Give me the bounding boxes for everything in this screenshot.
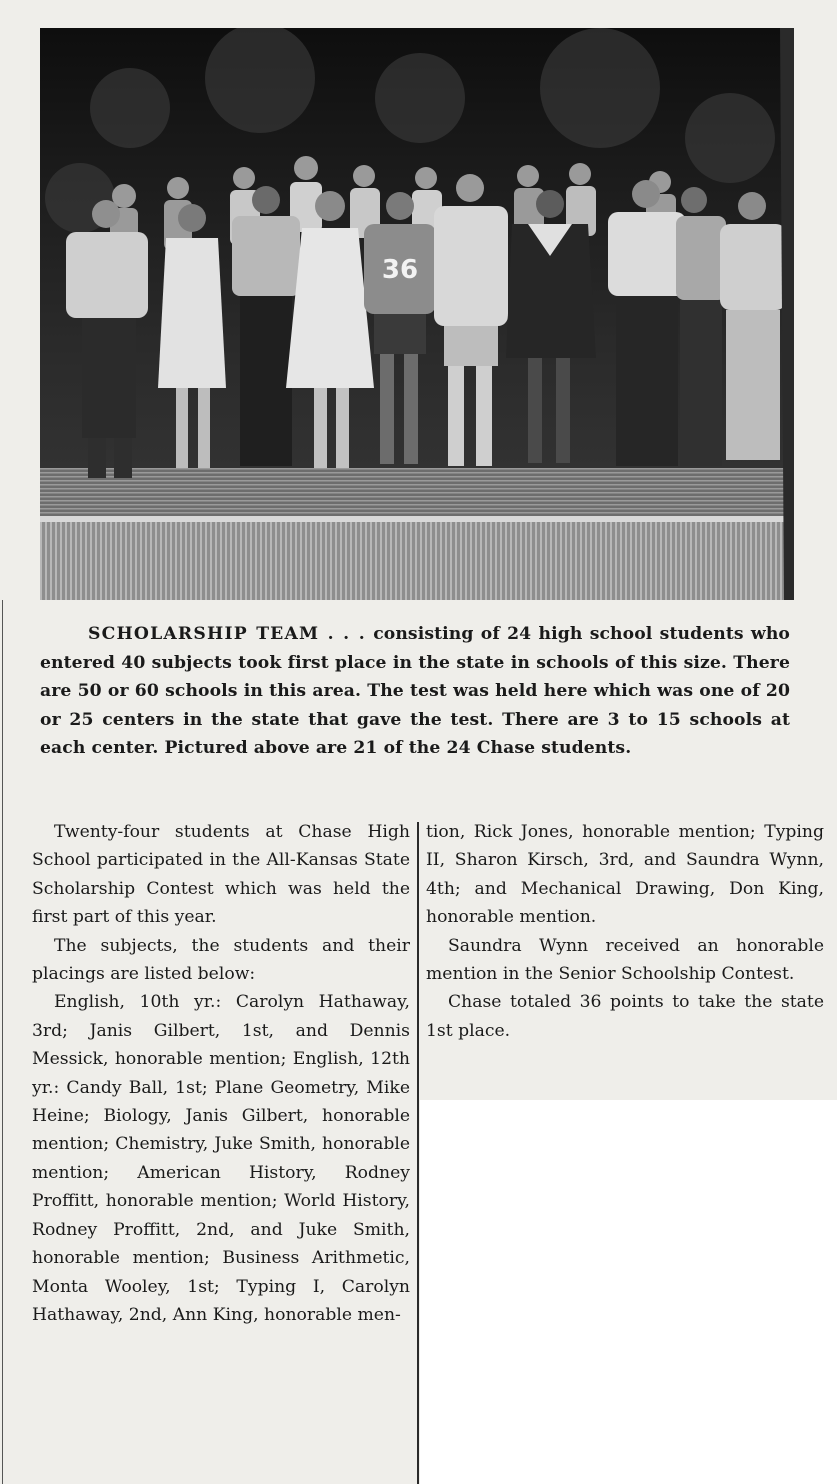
column-divider — [417, 822, 419, 1484]
article-column-left — [32, 818, 410, 1329]
article-paragraph: Chase totaled 36 points to take the state 1st place. — [426, 992, 824, 1041]
person — [232, 186, 300, 466]
team-photo-image — [40, 28, 794, 600]
article-paragraph: Saundra Wynn received an honorable mention in the Senior Schoolship Contest. — [426, 935, 824, 985]
photo-caption — [40, 620, 790, 763]
jersey-number: 36 — [381, 255, 419, 285]
caption-lead: SCHOLARSHIP TEAM . . . — [88, 624, 366, 644]
article-paragraph: The subjects, the students and their placings are listed below: — [32, 935, 410, 985]
clipping-edge — [2, 600, 3, 1484]
article-paragraph: tion, Rick Jones, honorable mention; Typing II, Sharon Kirsch, 3rd, and Saundra Wynn, 4th; and Mechanical Drawing, Don King, honorable mention. — [426, 822, 824, 928]
article-column-right — [426, 818, 824, 1045]
team-photo — [40, 28, 794, 600]
person — [608, 180, 686, 466]
article-paragraph: English, 10th yr.: Carolyn Hathaway, 3rd; Janis Gilbert, 1st, and Dennis Messick, honorable mention; English, 12th yr.: Candy Ball, 1st; Plane Geometry, Mike Heine; Biology, Janis Gilbert, honorable mention; Chemistry, Juke Smith, honorable mention; American History, Rodney Proffitt, honorable mention; World History, Rodney Proffitt, 2nd, and Juke Smith, honorable mention; Business Arithmetic, Monta Wooley, 1st; Typing I, Carolyn Hathaway, 2nd, Ann King, honorable men- — [32, 992, 410, 1325]
caption-text: consisting of 24 high school students who entered 40 subjects took first place in the state in schools of this size. There are 50 or 60 schools in this area. The test was held here which was one of 20 or 25 centers in the state that gave the test. There are 3 to 15 schools at each center. Pictured above are 21 of the 24 Chase students. — [40, 624, 790, 759]
person — [720, 192, 786, 460]
article-paragraph: Twenty-four students at Chase High School participated in the All-Kansas State Scholarship Contest which was held the first part of this year. — [32, 822, 410, 928]
blank-paper-area — [420, 1100, 837, 1484]
person — [676, 187, 726, 466]
